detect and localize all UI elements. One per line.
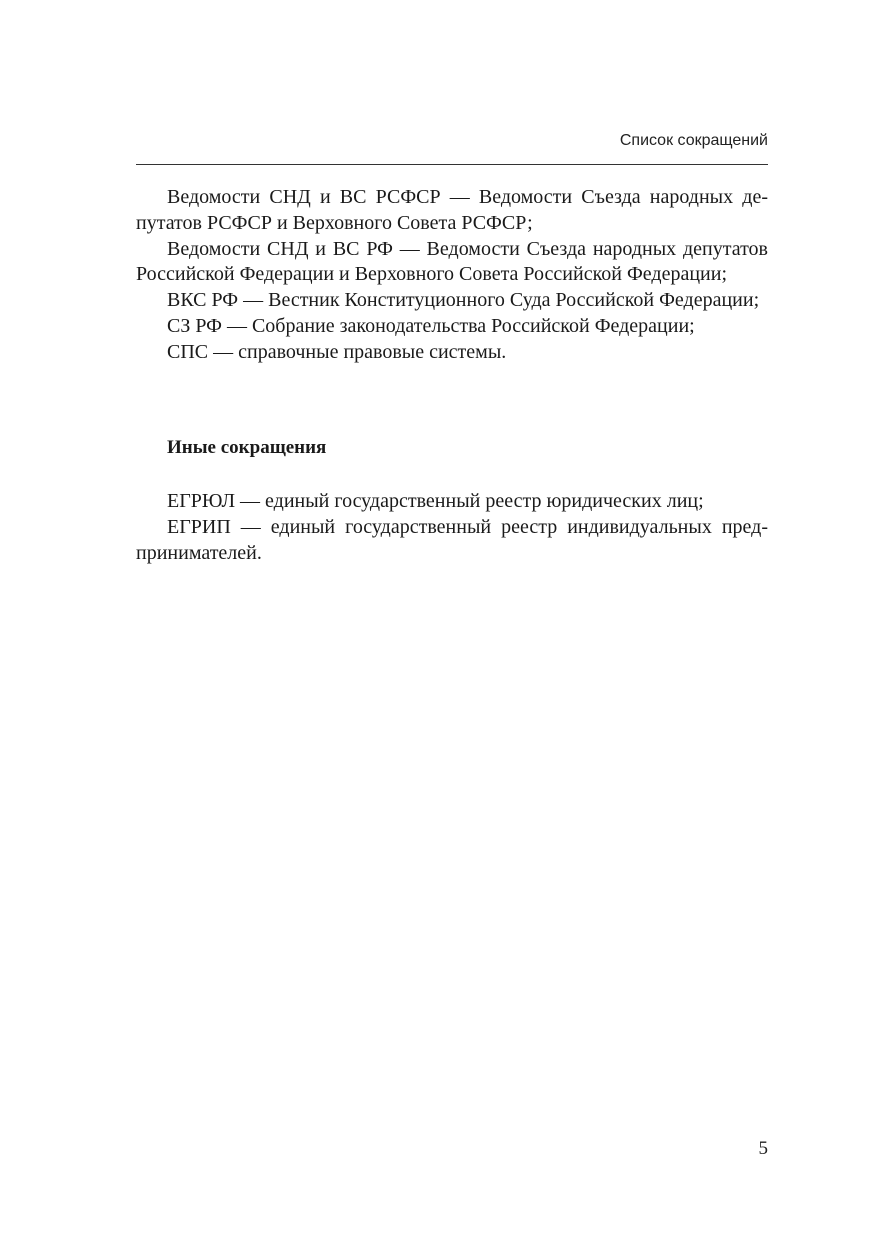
section-heading-other: Иные сокращения xyxy=(167,437,327,458)
abbreviation-entry: Ведомости СНД и ВС РФ — Ведомости Съезда народных депутатов Российской Федерации и Верховного Совета Российской Федерации; xyxy=(136,237,768,286)
abbreviation-entry: Ведомости СНД и ВС РСФСР — Ведомости Съезда народных депутатов РСФСР и Верховного Совета РСФСР; xyxy=(136,186,768,234)
page-number: 5 xyxy=(758,1138,768,1159)
other-abbreviations-list xyxy=(136,489,768,566)
running-head: Список сокращений xyxy=(619,132,768,149)
abbreviation-entry: СЗ РФ — Собрание законодательства Российской Федерации; xyxy=(167,314,695,337)
abbreviation-entry: ЕГРИП — единый государственный реестр индивидуальных предпринимателей. xyxy=(136,515,768,564)
header-rule xyxy=(136,164,768,165)
abbreviation-entry: ЕГРЮЛ — единый государственный реестр юридических лиц; xyxy=(167,490,704,512)
abbreviation-entry: ВКС РФ — Вестник Конституционного Суда Российской Федерации; xyxy=(167,289,760,312)
abbreviation-entry: СПС — справочные правовые системы. xyxy=(167,340,507,363)
abbreviations-list xyxy=(136,185,768,366)
